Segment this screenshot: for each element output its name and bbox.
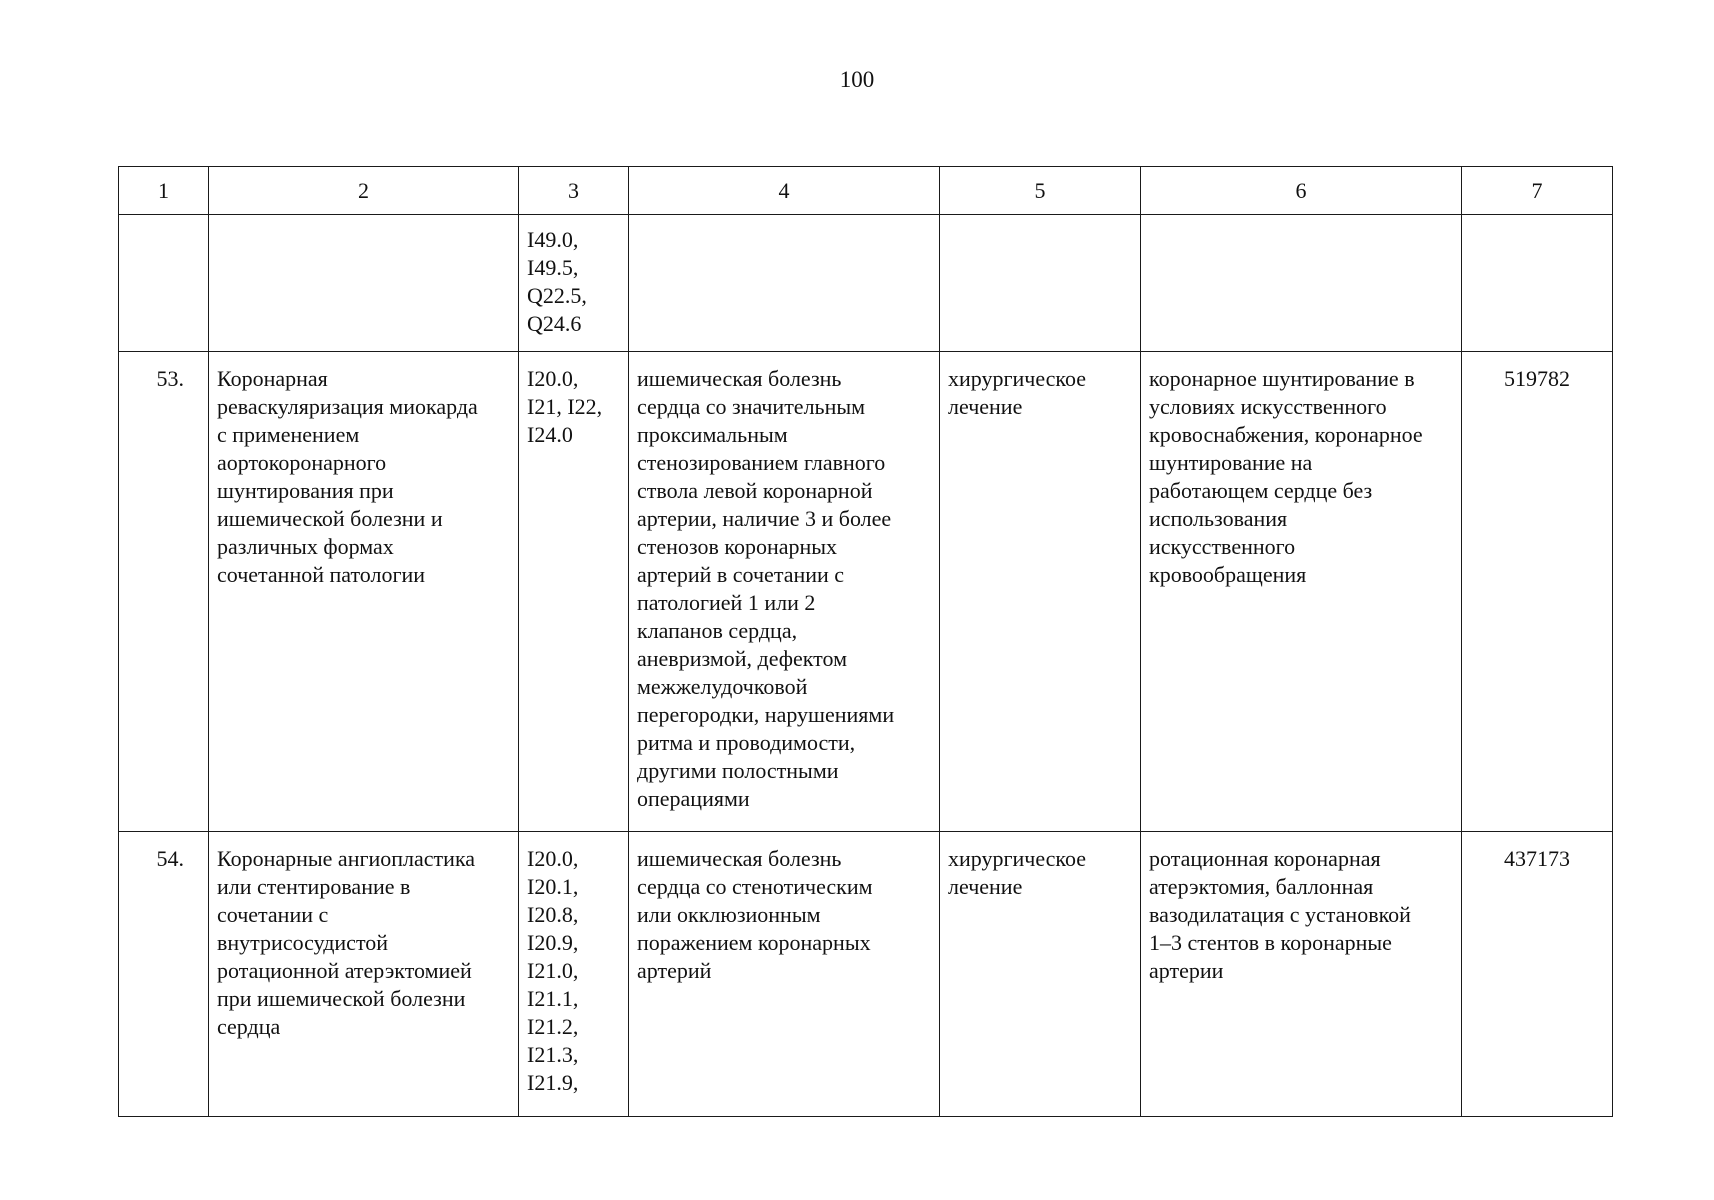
- text-line: использования: [1149, 506, 1288, 531]
- treatment-type-cell: [940, 832, 1141, 1117]
- header-cell-1: 1: [119, 167, 209, 215]
- price-cell: 437173: [1462, 832, 1613, 1117]
- text-line: Коронарная: [217, 366, 328, 391]
- text-line: искусственного: [1149, 534, 1296, 559]
- text-line: ритма и проводимости,: [637, 730, 856, 755]
- text-line: коронарное шунтирование в: [1149, 366, 1415, 391]
- treatment-method-cell: [1141, 832, 1462, 1117]
- service-name-cell: [209, 352, 519, 832]
- text-line: операциями: [637, 786, 750, 811]
- text-line: ишемической болезни и: [217, 506, 443, 531]
- treatment-method-cell: [1141, 352, 1462, 832]
- code-line: I49.0,: [527, 227, 579, 252]
- header-cell-6: 6: [1141, 167, 1462, 215]
- text-line: другими полостными: [637, 758, 839, 783]
- patient-model-cell: [629, 352, 940, 832]
- text-line: поражением коронарных: [637, 930, 871, 955]
- continuation-codes-cell: [519, 215, 629, 352]
- text-line: внутрисосудистой: [217, 930, 389, 955]
- text-line: перегородки, нарушениями: [637, 702, 895, 727]
- text-line: ротационная коронарная: [1149, 846, 1381, 871]
- header-cell-7: 7: [1462, 167, 1613, 215]
- text-line: сочетанной патологии: [217, 562, 426, 587]
- continuation-method-cell: [1141, 215, 1462, 352]
- text-line: ишемическая болезнь: [637, 366, 842, 391]
- code-line: I21.3,: [527, 1042, 579, 1067]
- text-line: атерэктомия, баллонная: [1149, 874, 1374, 899]
- text-line: или окклюзионным: [637, 902, 821, 927]
- service-name-cell: [209, 832, 519, 1117]
- text-line: лечение: [948, 394, 1023, 419]
- text-line: лечение: [948, 874, 1023, 899]
- text-line: хирургическое: [948, 846, 1087, 871]
- page-number: 100: [839, 67, 875, 92]
- continuation-model-cell: [629, 215, 940, 352]
- text-line: 1–3 стентов в коронарные: [1149, 930, 1392, 955]
- text-line: ротационной атерэктомией: [217, 958, 472, 983]
- text-line: стенозов коронарных: [637, 534, 838, 559]
- code-line: I20.9,: [527, 930, 579, 955]
- treatment-type-cell: [940, 352, 1141, 832]
- header-cell-4: 4: [629, 167, 940, 215]
- diagnosis-codes-cell: [519, 832, 629, 1117]
- text-line: стенозированием главного: [637, 450, 886, 475]
- code-line: I20.1,: [527, 874, 579, 899]
- text-line: шунтирования при: [217, 478, 394, 503]
- text-line: артерии, наличие 3 и более: [637, 506, 892, 531]
- medical-services-table: [118, 166, 1613, 1117]
- text-line: проксимальным: [637, 422, 788, 447]
- text-line: шунтирование на: [1149, 450, 1313, 475]
- code-line: I21.2,: [527, 1014, 579, 1039]
- text-line: артерий: [637, 958, 712, 983]
- text-line: ствола левой коронарной: [637, 478, 873, 503]
- price-cell: 519782: [1462, 352, 1613, 832]
- text-line: аортокоронарного: [217, 450, 387, 475]
- text-line: кровообращения: [1149, 562, 1307, 587]
- text-line: при ишемической болезни: [217, 986, 466, 1011]
- text-line: работающем сердце без: [1149, 478, 1373, 503]
- continuation-treatment-cell: [940, 215, 1141, 352]
- code-line: I21.1,: [527, 986, 579, 1011]
- continuation-price-cell: [1462, 215, 1613, 352]
- text-line: артерий в сочетании с: [637, 562, 845, 587]
- text-line: артерии: [1149, 958, 1224, 983]
- row-number-cell: 53.: [119, 352, 209, 832]
- text-line: аневризмой, дефектом: [637, 646, 848, 671]
- text-line: кровоснабжения, коронарное: [1149, 422, 1423, 447]
- header-cell-2: 2: [209, 167, 519, 215]
- text-line: сердца: [217, 1014, 281, 1039]
- code-line: I20.8,: [527, 902, 579, 927]
- header-cell-3: 3: [519, 167, 629, 215]
- continuation-num-cell: [119, 215, 209, 352]
- code-line: I20.0,: [527, 846, 579, 871]
- text-line: сердца со значительным: [637, 394, 866, 419]
- continuation-name-cell: [209, 215, 519, 352]
- header-cell-5: 5: [940, 167, 1141, 215]
- code-line: I21.9,: [527, 1070, 579, 1095]
- text-line: ишемическая болезнь: [637, 846, 842, 871]
- code-line: I20.0,: [527, 366, 579, 391]
- code-line: I24.0: [527, 422, 573, 447]
- text-line: условиях искусственного: [1149, 394, 1387, 419]
- text-line: сердца со стенотическим: [637, 874, 873, 899]
- diagnosis-codes-cell: [519, 352, 629, 832]
- text-line: с применением: [217, 422, 360, 447]
- text-line: межжелудочковой: [637, 674, 808, 699]
- code-line: Q22.5,: [527, 283, 587, 308]
- text-line: хирургическое: [948, 366, 1087, 391]
- text-line: Коронарные ангиопластика: [217, 846, 476, 871]
- text-line: реваскуляризация миокарда: [217, 394, 478, 419]
- text-line: клапанов сердца,: [637, 618, 798, 643]
- table-row-53: [119, 352, 1613, 832]
- code-line: Q24.6: [527, 311, 582, 336]
- code-line: I21.0,: [527, 958, 579, 983]
- continuation-row: [119, 215, 1613, 352]
- code-line: I21, I22,: [527, 394, 603, 419]
- text-line: или стентирование в: [217, 874, 411, 899]
- table-row-54: [119, 832, 1613, 1117]
- patient-model-cell: [629, 832, 940, 1117]
- header-row: [119, 167, 1613, 215]
- text-line: различных формах: [217, 534, 394, 559]
- text-line: патологией 1 или 2: [637, 590, 816, 615]
- text-line: вазодилатация с установкой: [1149, 902, 1411, 927]
- text-line: сочетании с: [217, 902, 329, 927]
- code-line: I49.5,: [527, 255, 579, 280]
- row-number-cell: 54.: [119, 832, 209, 1117]
